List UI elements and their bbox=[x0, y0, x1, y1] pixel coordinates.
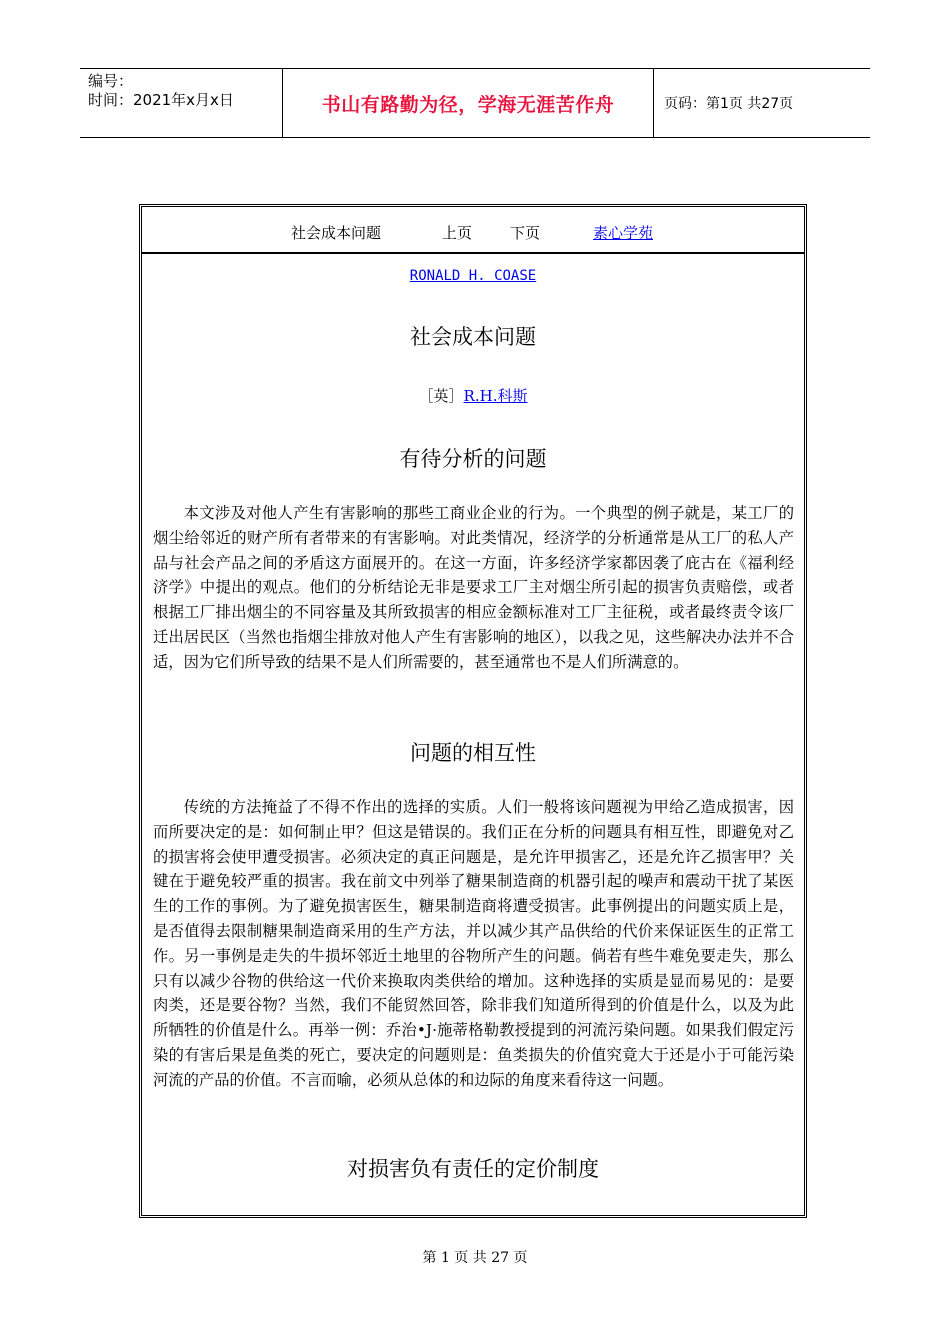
header-page-code-cell bbox=[664, 69, 870, 137]
page-header bbox=[80, 68, 870, 138]
site-link[interactable]: 素心学苑 bbox=[593, 224, 654, 242]
motto-text: 书山有路勤为径，学海无涯苦作舟 bbox=[321, 93, 615, 116]
page-footer: 第 1 页 共 27 页 bbox=[422, 1250, 528, 1266]
section-paragraph: 本文涉及对他人产生有害影响的那些工商业企业的行为。一个典型的例子就是，某工厂的烟尘给邻近的财产所有者带来的有害影响。对此类情况，经济学的分析通常是从工厂的私人产品与社会产品之间的矛盾这方面展开的。在这一方面，许多经济学家都因袭了庇古在《福利经济学》中提出的观点。他们的分析结论无非是要求工厂主对烟尘所引起的损害负责赔偿，或者根据工厂排出烟尘的不同容量及其所致损害的相应金额标准对工厂主征税，或者最终责令该厂迁出居民区（当然也指烟尘排放对他人产生有害影响的地区），以我之见，这些解决办法并不合适，因为它们所导致的结果不是人们所需要的，甚至通常也不是人们所满意的。 bbox=[153, 504, 794, 671]
nav-bar bbox=[142, 207, 804, 254]
number-label: 编号： bbox=[88, 72, 134, 90]
page-code: 页码：第1页 共27页 bbox=[664, 96, 794, 112]
author-chinese-link[interactable]: R.H.科斯 bbox=[463, 387, 528, 405]
author-chinese bbox=[142, 385, 804, 406]
article-frame bbox=[139, 204, 807, 1218]
nav-title: 社会成本问题 bbox=[291, 224, 382, 242]
section-heading: 对损害负有责任的定价制度 bbox=[347, 1157, 599, 1181]
header-motto-cell bbox=[283, 69, 654, 137]
prev-page-link[interactable]: 上页 bbox=[442, 224, 473, 242]
author-prefix: ［英］ bbox=[418, 387, 464, 405]
section-heading: 问题的相互性 bbox=[410, 741, 536, 765]
header-meta bbox=[80, 69, 283, 137]
author-english-link[interactable]: RONALD H. COASE bbox=[409, 268, 537, 284]
article-title: 社会成本问题 bbox=[410, 325, 536, 349]
time-label: 时间：2021年x月x日 bbox=[88, 91, 234, 109]
section-paragraph: 传统的方法掩益了不得不作出的选择的实质。人们一般将该问题视为甲给乙造成损害，因而所要决定的是：如何制止甲？但这是错误的。我们正在分析的问题具有相互性，即避免对乙的损害将会使甲遭受损害。必须决定的真正问题是，是允许甲损害乙，还是允许乙损害甲？关键在于避免较严重的损害。我在前文中列举了糖果制造商的机器引起的噪声和震动干扰了某医生的工作的事例。为了避免损害医生，糖果制造商将遭受损害。此事例提出的问题实质上是，是否值得去限制糖果制造商采用的生产方法，并以减少其产品供给的代价来保证医生的正常工作。另一事例是走失的牛损坏邻近土地里的谷物所产生的问题。倘若有些牛难免要走失，那么只有以减少谷物的供给这一代价来换取肉类供给的增加。这种选择的实质是显而易见的：是要肉类，还是要谷物？当然，我们不能贸然回答，除非我们知道所得到的价值是什么，以及为此所牺牲的价值是什么。再举一例：乔治•J·施蒂格勒教授提到的河流污染问题。如果我们假定污染的有害后果是鱼类的死亡，要决定的问题则是：鱼类损失的价值究竟大于还是小于可能污染河流的产品的价值。不言而喻，必须从总体的和边际的角度来看待这一问题。 bbox=[153, 798, 794, 1089]
next-page-link[interactable]: 下页 bbox=[510, 224, 541, 242]
author-english bbox=[142, 268, 804, 284]
section-heading: 有待分析的问题 bbox=[399, 447, 547, 471]
